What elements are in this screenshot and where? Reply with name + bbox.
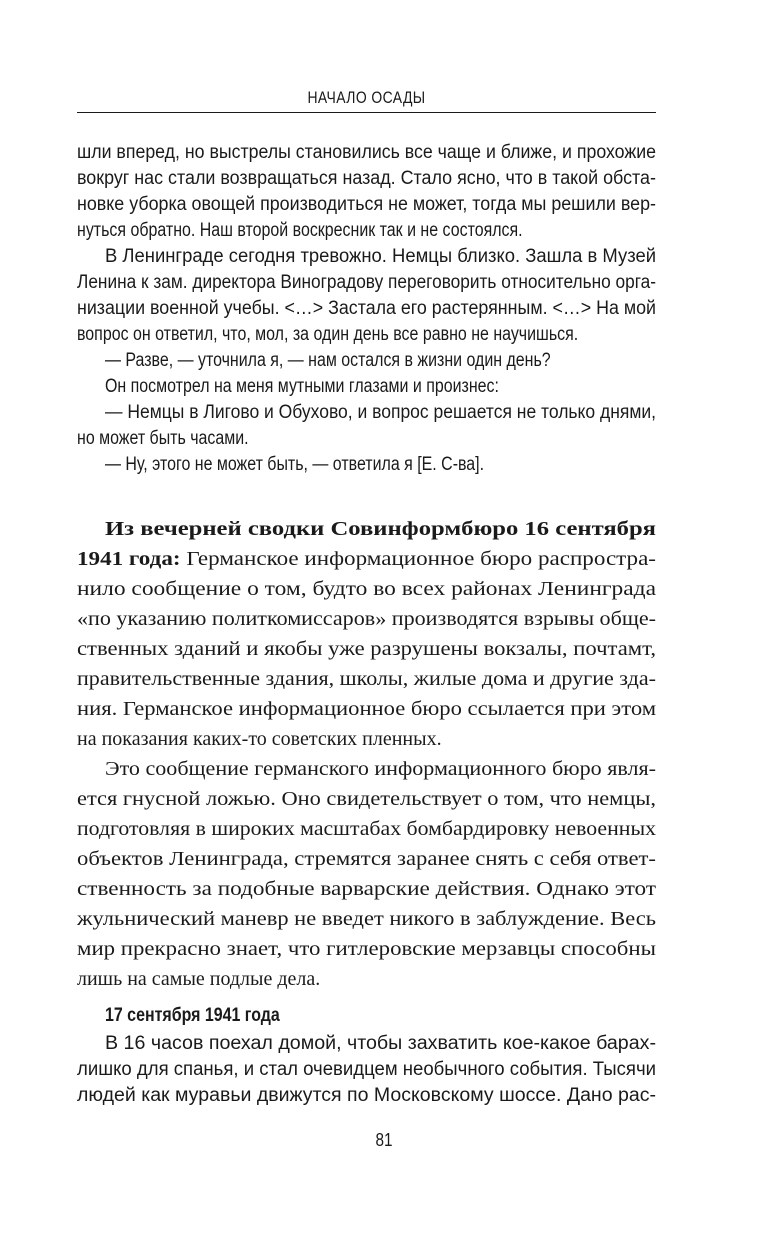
- diary-excerpt-block: [77, 140, 656, 478]
- report-text: мир прекрасно знает, что гитлеровские мерзавцы способны: [77, 938, 656, 960]
- report-text: правительственные здания, школы, жилые дома и другие зда-: [77, 668, 656, 690]
- diary-line: [77, 140, 656, 166]
- report-line: [77, 964, 656, 994]
- diary-line: [77, 374, 656, 400]
- entry-text: лишко для спанья, и стал очевидцем необычного события. Тысячи: [77, 1059, 657, 1080]
- diary-text: но может быть часами.: [77, 428, 249, 449]
- diary-text: шли вперед, но выстрелы становились все чаще и ближе, и прохожие: [77, 142, 656, 163]
- diary-line: [77, 166, 656, 192]
- diary-text: Он посмотрел на меня мутными глазами и произнес:: [105, 376, 499, 397]
- report-line: [77, 904, 656, 934]
- sovinform-report-block: [77, 514, 656, 994]
- entry-date-heading: 17 сентября 1941 года: [105, 1005, 280, 1026]
- diary-line: [77, 270, 656, 296]
- diary-text: — Немцы в Лигово и Обухово, и вопрос решается не только днями,: [105, 402, 657, 423]
- diary-text: В Ленинграде сегодня тревожно. Немцы близко. Зашла в Музей: [105, 246, 656, 267]
- report-line: [77, 844, 656, 874]
- report-text: «по указанию политкомиссаров» производятся взрывы обще-: [77, 608, 657, 630]
- report-text: подготовляя в широких масштабах бомбардировку невоенных: [77, 818, 656, 840]
- diary-text: новке уборка овощей производиться не может, тогда мы решили вер-: [77, 194, 656, 215]
- report-text: на показания каких-то советских пленных.: [77, 728, 442, 750]
- report-text: нило сообщение о том, будто во всех районах Ленинграда: [77, 578, 656, 600]
- report-text: ственных зданий и якобы уже разрушены вокзалы, почтамт,: [77, 638, 657, 660]
- report-line: [77, 934, 656, 964]
- diary-line: [77, 192, 656, 218]
- diary-line: [77, 296, 656, 322]
- report-text: объектов Ленинграда, стремятся заранее снять с себя ответ-: [77, 848, 656, 870]
- report-text: ственность за подобные варварские действия. Однако этот: [77, 878, 656, 900]
- diary-line: [77, 452, 656, 478]
- report-text: лишь на самые подлые дела.: [77, 968, 321, 990]
- report-line: [77, 724, 656, 754]
- report-lead-bold-2: 1941 года:: [77, 548, 181, 570]
- entry-line: [77, 1057, 656, 1083]
- running-header: НАЧАЛО ОСАДЫ: [307, 88, 426, 107]
- report-line: [77, 574, 656, 604]
- report-line: [77, 814, 656, 844]
- diary-text: вокруг нас стали возвращаться назад. Стало ясно, что в такой обста-: [77, 168, 656, 189]
- entry-sep17-block: [77, 1031, 656, 1109]
- diary-text: Ленина к зам. директора Виноградову переговорить относительно орга-: [77, 272, 656, 293]
- report-text: жульнический маневр не введет никого в заблуждение. Весь: [77, 908, 657, 930]
- entry-text: людей как муравьи движутся по Московскому шоссе. Дано рас-: [77, 1085, 657, 1106]
- diary-line: [77, 400, 656, 426]
- diary-text: вопрос он ответил, что, мол, за один день все равно не научишься.: [77, 324, 579, 345]
- report-line: [77, 664, 656, 694]
- diary-line: [77, 244, 656, 270]
- entry-line: [77, 1031, 656, 1057]
- diary-text: нуться обратно. Наш второй воскресник так и не состоялся.: [77, 220, 523, 241]
- entry-line: [77, 1083, 656, 1109]
- report-text: ния. Германское информационное бюро ссылается при этом: [77, 698, 657, 720]
- report-line: [77, 694, 656, 724]
- diary-line: [77, 426, 656, 452]
- diary-line: [77, 218, 656, 244]
- diary-text: — Разве, — уточнила я, — нам остался в жизни один день?: [105, 350, 551, 371]
- diary-line: [77, 322, 656, 348]
- report-lead-line-2: [77, 544, 656, 574]
- diary-text: низации военной учебы. <…> Застала его растерянным. <…> На мой: [77, 298, 657, 319]
- report-line: [77, 784, 656, 814]
- report-text: Это сообщение германского информационного бюро явля-: [105, 758, 657, 780]
- page-number: 81: [375, 1130, 393, 1150]
- report-line: [77, 754, 656, 784]
- diary-line: [77, 348, 656, 374]
- report-lead-rest: Германское информационное бюро распростра-: [180, 548, 656, 570]
- header-rule: [77, 112, 656, 113]
- report-text: ется гнусной ложью. Оно свидетельствует о том, что немцы,: [77, 788, 657, 810]
- report-line: [77, 874, 656, 904]
- entry-text: В 16 часов поехал домой, чтобы захватить кое-какое барах-: [105, 1033, 657, 1054]
- report-lead-bold-1: Из вечерней сводки Совинформбюро 16 сентября: [105, 518, 657, 540]
- report-line: [77, 604, 656, 634]
- report-lead-line-1: [77, 514, 656, 544]
- diary-text: — Ну, этого не может быть, — ответила я [Е. С-ва].: [105, 454, 485, 475]
- report-line: [77, 634, 656, 664]
